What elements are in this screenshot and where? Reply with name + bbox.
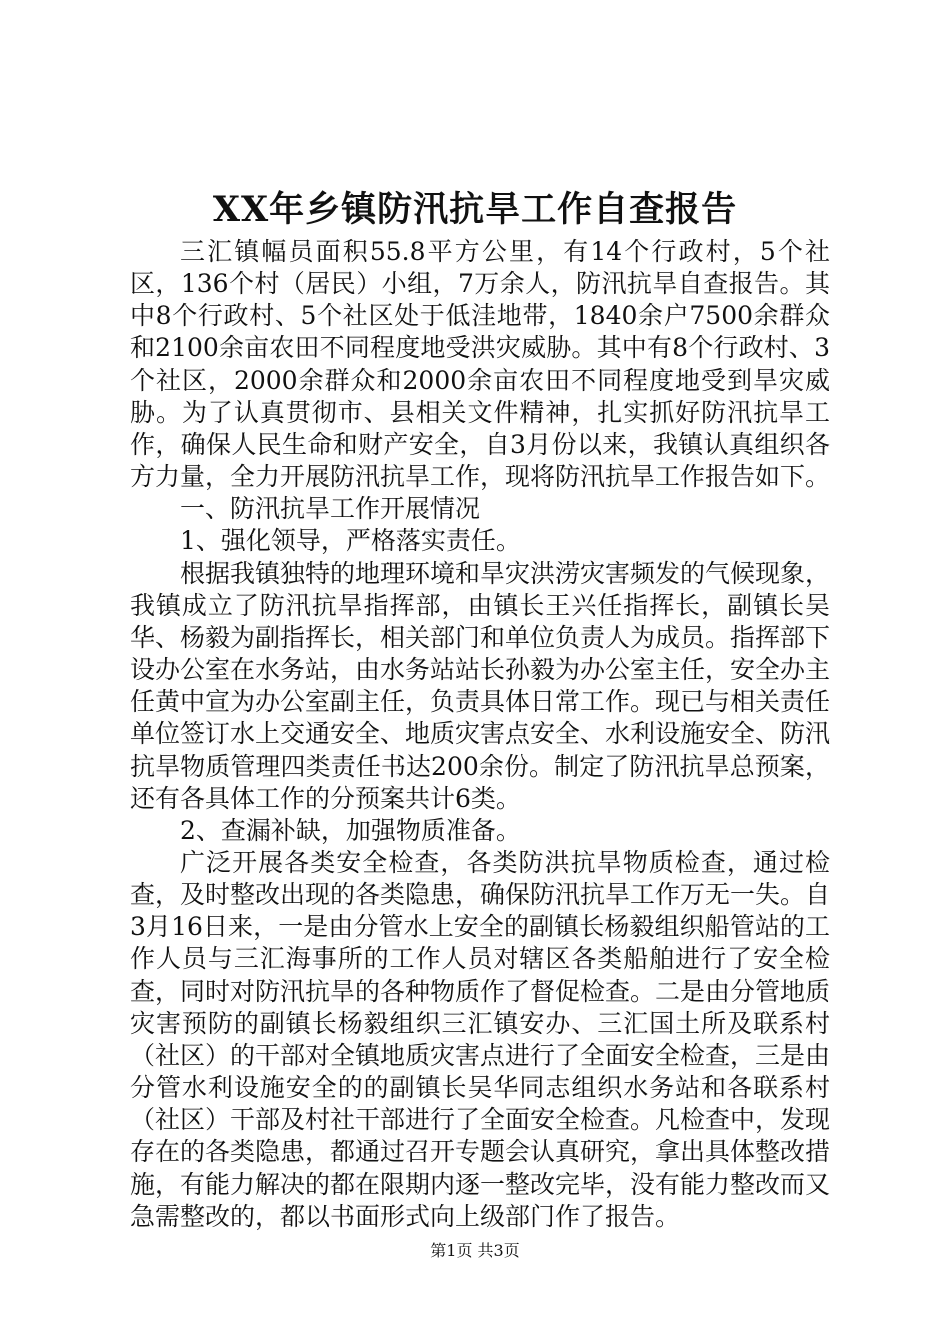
- subsection-heading-1: 1、强化领导，严格落实责任。: [180, 526, 521, 556]
- leadership-paragraph: 根据我镇独特的地理环境和旱灾洪涝灾害频发的气候现象，我镇成立了防汛抗旱指挥部，由镇长王兴任指挥长，副镇长吴华、杨毅为副指挥长，相关部门和单位负责人为成员。指挥部下设办公室在水务站，由水务站站长孙毅为办公室主任，安全办主任黄中宣为办公室副主任，负责具体日常工作。现已与相关责任单位签订水上交通安全、地质灾害点安全、水利设施安全、防汛抗旱物质管理四类责任书达200余份。制定了防汛抗旱总预案，还有各具体工作的分预案共计6类。: [130, 558, 831, 813]
- document-body: [130, 236, 830, 1233]
- intro-paragraph: 三汇镇幅员面积55.8平方公里，有14个行政村，5个社区，136个村（居民）小组，7万余人，防汛抗旱自查报告。其中8个行政村、5个社区处于低洼地带，1840余户7500余群众和2100余亩农田不同程度地受洪灾威胁。其中有8个行政村、3个社区，2000余群众和2000余亩农田不同程度地受到旱灾威胁。为了认真贯彻市、县相关文件精神，扎实抓好防汛抗旱工作，确保人民生命和财产安全，自3月份以来，我镇认真组织各方力量，全力开展防汛抗旱工作，现将防汛抗旱工作报告如下。: [130, 237, 831, 492]
- inspection-paragraph: 广泛开展各类安全检查，各类防洪抗旱物质检查，通过检查，及时整改出现的各类隐患，确保防汛抗旱工作万无一失。自3月16日来，一是由分管水上安全的副镇长杨毅组织船管站的工作人员与三汇海事所的工作人员对辖区各类船舶进行了安全检查，同时对防汛抗旱的各种物质作了督促检查。二是由分管地质灾害预防的副镇长杨毅组织三汇镇安办、三汇国土所及联系村（社区）的干部对全镇地质灾害点进行了全面安全检查，三是由分管水利设施安全的的副镇长吴华同志组织水务站和各联系村（社区）干部及村社干部进行了全面安全检查。凡检查中，发现存在的各类隐患，都通过召开专题会认真研究，拿出具体整改措施，有能力解决的都在限期内逐一整改完毕，没有能力整改而又急需整改的，都以书面形式向上级部门作了报告。: [130, 847, 831, 1231]
- page-number-footer: 第1页 共3页: [430, 1241, 520, 1260]
- section-heading-1: 一、防汛抗旱工作开展情况: [180, 494, 481, 524]
- subsection-heading-2: 2、查漏补缺，加强物质准备。: [180, 815, 521, 845]
- document-title: XX年乡镇防汛抗旱工作自查报告: [212, 189, 738, 230]
